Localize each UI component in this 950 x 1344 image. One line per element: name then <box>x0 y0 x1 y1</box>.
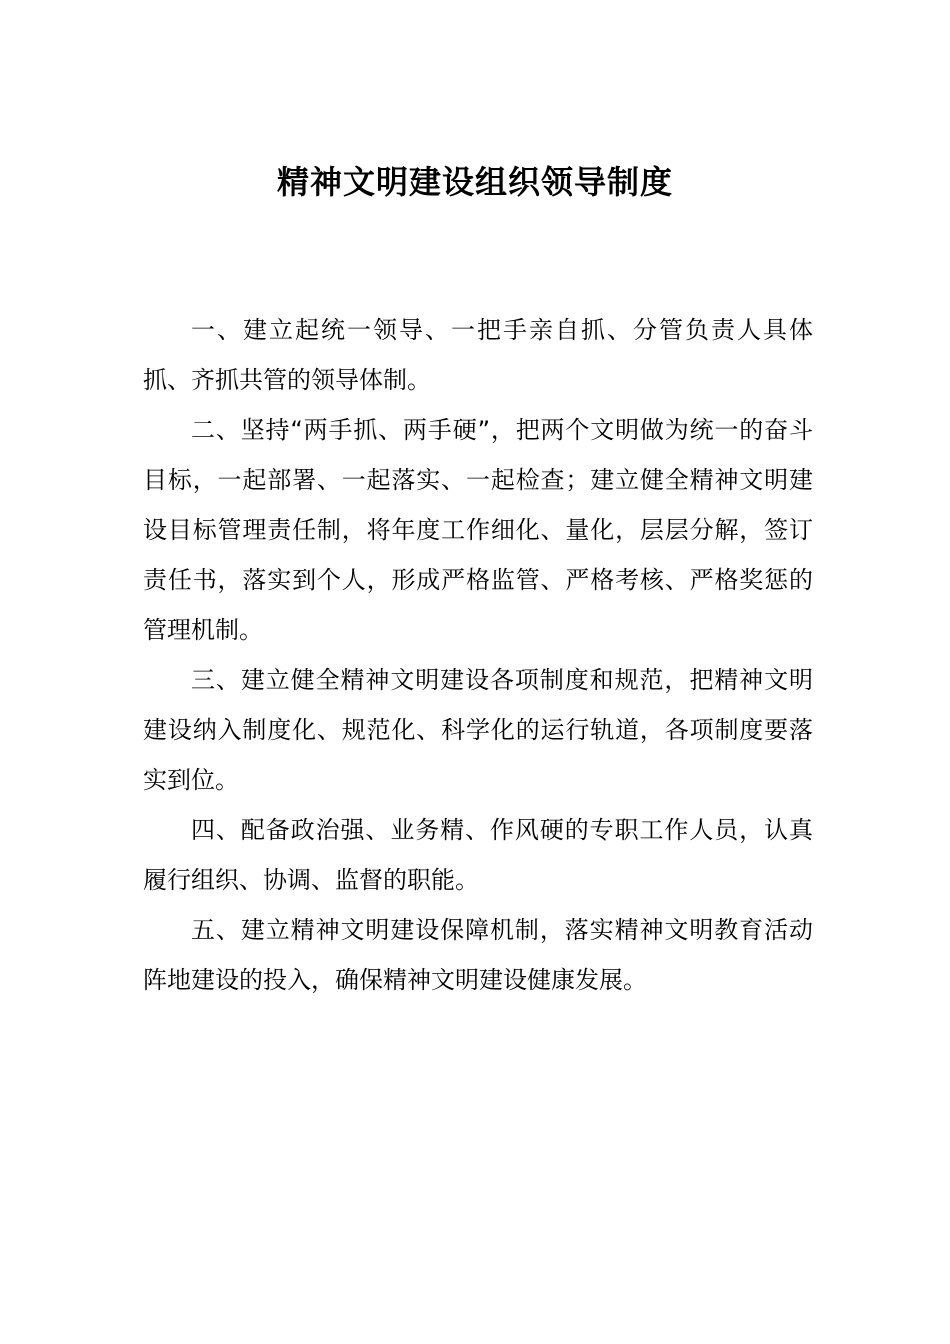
paragraph-1: 一、建立起统一领导、一把手亲自抓、分管负责人具体抓、齐抓共管的领导体制。 <box>143 316 813 394</box>
paragraph-4: 四、配备政治强、业务精、作风硬的专职工作人员，认真履行组织、协调、监督的职能。 <box>143 816 813 894</box>
paragraph-5: 五、建立精神文明建设保障机制，落实精神文明教育活动阵地建设的投入，确保精神文明建设健康发展。 <box>143 916 813 994</box>
document-body <box>143 305 813 1005</box>
paragraph-2: 二、坚持“两手抓、两手硬”，把两个文明做为统一的奋斗目标，一起部署、一起落实、一起检查；建立健全精神文明建设目标管理责任制，将年度工作细化、量化，层层分解，签订责任书，落实到个人，形成严格监管、严格考核、严格奖惩的管理机制。 <box>143 416 813 644</box>
document-title: 精神文明建设组织领导制度 <box>276 163 673 201</box>
paragraph-3: 三、建立健全精神文明建设各项制度和规范，把精神文明建设纳入制度化、规范化、科学化的运行轨道，各项制度要落实到位。 <box>143 666 813 794</box>
